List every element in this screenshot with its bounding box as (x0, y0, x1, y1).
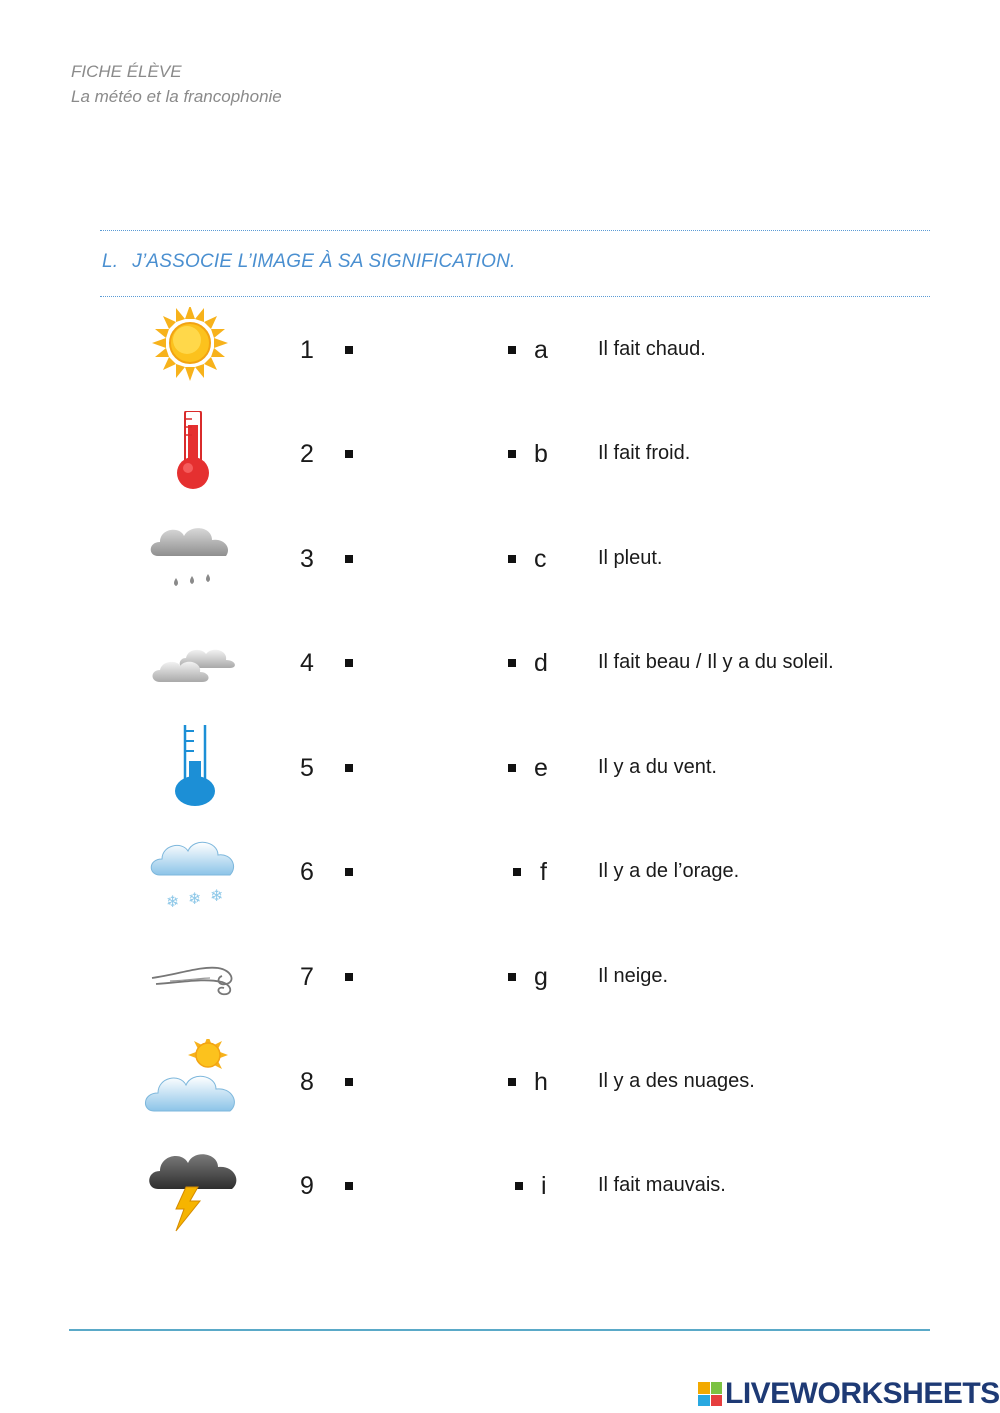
item-letter: h (534, 1068, 548, 1096)
item-letter: g (534, 963, 548, 991)
item-letter: f (540, 858, 547, 886)
brand-logo-icon (698, 1382, 722, 1406)
item-number: 1 (300, 336, 314, 364)
section-title-text: J’ASSOCIE L’IMAGE À SA SIGNIFICATION. (132, 251, 516, 272)
sun-icon (140, 307, 244, 397)
meaning-text: Il fait froid. (598, 442, 691, 464)
rain-cloud-icon (140, 516, 244, 606)
item-number: 9 (300, 1172, 314, 1200)
match-dot-right[interactable] (508, 973, 516, 981)
match-dot-right[interactable] (508, 659, 516, 667)
thunderstorm-icon (140, 1143, 244, 1233)
item-letter: c (534, 545, 547, 573)
match-dot-left[interactable] (345, 1182, 353, 1190)
match-dot-left[interactable] (345, 450, 353, 458)
meaning-text: Il neige. (598, 965, 669, 987)
divider-bottom (100, 296, 930, 297)
item-number: 6 (300, 858, 314, 886)
item-number: 5 (300, 754, 314, 782)
match-dot-left[interactable] (345, 868, 353, 876)
footer-rule (69, 1329, 930, 1331)
item-number: 8 (300, 1068, 314, 1096)
match-dot-left[interactable] (345, 555, 353, 563)
item-letter: a (534, 336, 548, 364)
match-dot-left[interactable] (345, 973, 353, 981)
sun-behind-cloud-icon (140, 1039, 244, 1129)
meaning-text: Il fait beau / Il y a du soleil. (598, 651, 834, 673)
match-dot-right[interactable] (508, 764, 516, 772)
section-title (102, 251, 516, 273)
brand-logo (698, 1377, 1000, 1411)
divider-top (100, 230, 930, 231)
match-dot-left[interactable] (345, 659, 353, 667)
item-number: 4 (300, 649, 314, 677)
hot-thermometer-icon (140, 411, 244, 501)
item-letter: b (534, 440, 548, 468)
match-dot-left[interactable] (345, 1078, 353, 1086)
match-dot-right[interactable] (508, 1078, 516, 1086)
worksheet-type: FICHE ÉLÈVE (71, 62, 182, 81)
item-number: 3 (300, 545, 314, 573)
worksheet-subject: La météo et la francophonie (71, 87, 282, 106)
match-dot-right[interactable] (515, 1182, 523, 1190)
item-letter: i (541, 1172, 547, 1200)
item-letter: d (534, 649, 548, 677)
match-dot-left[interactable] (345, 764, 353, 772)
meaning-text: Il y a des nuages. (598, 1070, 755, 1092)
snow-cloud-icon (140, 829, 244, 919)
svg-text:❄: ❄ (166, 892, 180, 911)
section-number: L. (102, 251, 119, 272)
brand-name: LIVEWORKSHEETS (725, 1377, 1000, 1410)
match-dot-right[interactable] (508, 450, 516, 458)
meaning-text: Il fait chaud. (598, 338, 706, 360)
match-dot-right[interactable] (513, 868, 521, 876)
cold-thermometer-icon (140, 725, 244, 815)
meaning-text: Il fait mauvais. (598, 1174, 726, 1196)
match-dot-right[interactable] (508, 346, 516, 354)
meaning-text: Il pleut. (598, 547, 663, 569)
meaning-text: Il y a de l’orage. (598, 860, 740, 882)
match-dot-right[interactable] (508, 555, 516, 563)
item-number: 2 (300, 440, 314, 468)
item-number: 7 (300, 963, 314, 991)
meaning-text: Il y a du vent. (598, 756, 717, 778)
svg-text:❄: ❄ (210, 886, 224, 905)
match-row (0, 1172, 1000, 1289)
wind-icon (140, 934, 244, 1024)
item-letter: e (534, 754, 548, 782)
svg-text:❄: ❄ (188, 889, 202, 908)
clouds-icon (140, 620, 244, 710)
match-dot-left[interactable] (345, 346, 353, 354)
